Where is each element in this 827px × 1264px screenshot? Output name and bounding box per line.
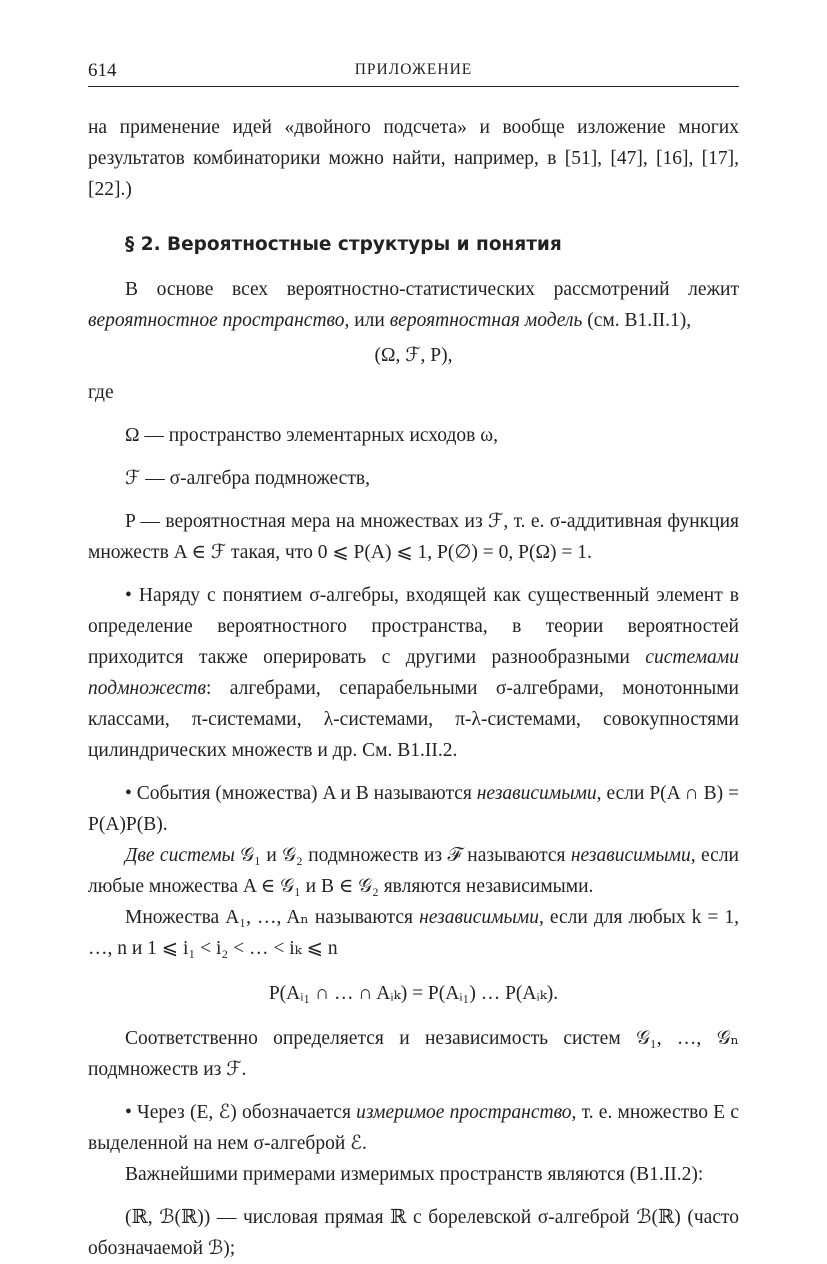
text-run: , т. е. множество E с выделенной на нем σ-алгеброй ℰ. <box>88 1102 739 1154</box>
paragraph-examples: Важнейшими примерами измеримых пространств являются (В1.II.2): <box>125 1164 704 1185</box>
term-two-systems: Две системы <box>125 845 235 866</box>
term-set-systems: системами подмножеств <box>88 647 739 699</box>
term-measurable-space: измеримое пространство <box>356 1102 572 1123</box>
text-run: , если любые множества A ∈ 𝒢₁ и B ∈ 𝒢₂ являются независимыми. <box>88 845 739 897</box>
running-title: ПРИЛОЖЕНИЕ <box>354 61 473 78</box>
page-number: 614 <box>88 60 117 81</box>
paragraph-measurable-space <box>88 1097 739 1159</box>
term-independent: независимыми <box>570 845 691 866</box>
paragraph-system-independence: Соответственно определяется и независимость систем 𝒢₁, …, 𝒢ₙ подмножеств из ℱ. <box>88 1028 739 1080</box>
paragraph-independent-events <box>88 778 739 840</box>
running-header <box>88 60 739 87</box>
page-body <box>88 112 739 1264</box>
paragraph-independent-systems <box>88 840 739 902</box>
term-independent: независимыми <box>419 907 539 928</box>
text-run: , или <box>344 310 390 331</box>
section-heading: § 2. Вероятностные структуры и понятия <box>125 234 562 255</box>
text-run: • Наряду с понятием σ-алгебры, входящей как существенный элемент в определение вероятностного пространства, в теории вероятностей приходится также оперировать с другими разнообразными <box>88 585 739 668</box>
text-run: В основе всех вероятностно-статистических рассмотрений лежит <box>125 279 739 300</box>
definition-omega: Ω — пространство элементарных исходов ω, <box>125 425 498 446</box>
text-run: : алгебрами, сепарабельными σ-алгебрами, монотонными классами, π-системами, λ-системами, π-λ-системами, совокупностями цилиндрических множеств и др. См. В1.II.2. <box>88 678 739 761</box>
paragraph-set-systems <box>88 580 739 766</box>
text-run: • Через (E, ℰ) обозначается <box>125 1102 357 1123</box>
intro-paragraph: на применение идей «двойного подсчета» и вообще изложение многих результатов комбинаторики можно найти, например, в [51], [47], [16], [17], [22].) <box>88 117 739 200</box>
formula-independence: P(Aᵢ₁ ∩ … ∩ Aᵢₖ) = P(Aᵢ₁) … P(Aᵢₖ). <box>268 983 559 1004</box>
text-run: • События (множества) A и B называются <box>125 783 477 804</box>
definition-sigma-algebra: ℱ — σ-алгебра подмножеств, <box>125 468 370 489</box>
term-probability-model: вероятностная модель <box>389 310 583 331</box>
term-independent: независимыми <box>476 783 597 804</box>
text-run: , если P(A ∩ B) = P(A)P(B). <box>88 783 739 835</box>
definition-probability-measure: P — вероятностная мера на множествах из ℱ, т. е. σ-аддитивная функция множеств A ∈ ℱ такая, что 0 ⩽ P(A) ⩽ 1, P(∅) = 0, P(Ω) = 1. <box>88 511 739 563</box>
text-run: 𝒢₁ и 𝒢₂ подмножеств из ℱ называются <box>234 845 571 866</box>
term-probability-space: вероятностное пространство <box>88 310 345 331</box>
paragraph-independent-sets <box>88 902 739 964</box>
where-label: где <box>88 382 114 403</box>
formula-probability-space: (Ω, ℱ, P), <box>374 345 453 366</box>
text-run: , если для любых k = 1, …, n и 1 ⩽ i₁ < i₂ < … < iₖ ⩽ n <box>88 907 739 959</box>
paragraph-probability-space <box>88 274 739 336</box>
paragraph-real-line: (ℝ, ℬ(ℝ)) — числовая прямая ℝ с борелевской σ-алгеброй ℬ(ℝ) (часто обозначаемой ℬ); <box>88 1207 739 1259</box>
text-run: (см. В1.II.1), <box>582 310 692 331</box>
text-run: Множества A₁, …, Aₙ называются <box>125 907 420 928</box>
